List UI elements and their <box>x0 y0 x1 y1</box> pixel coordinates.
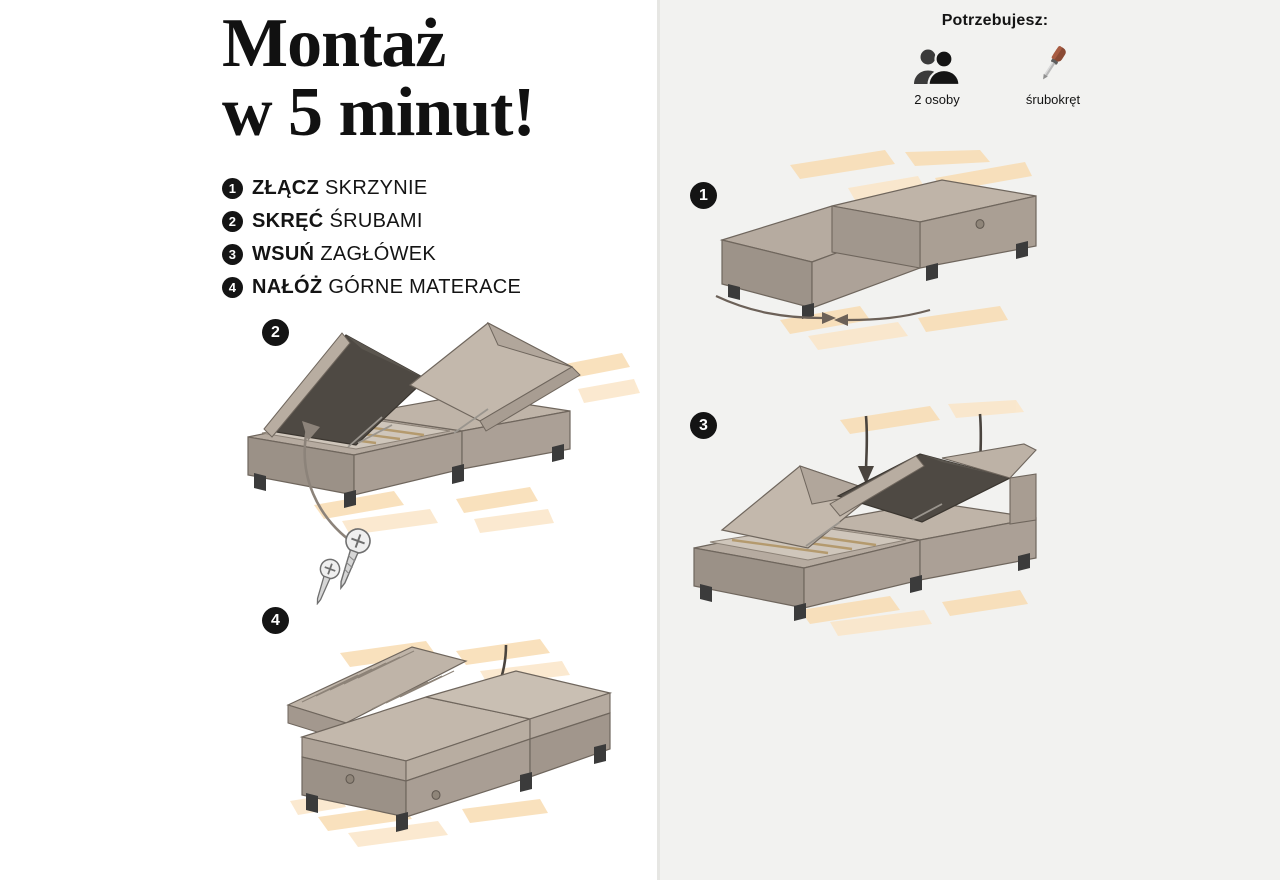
step-label-rest: ZAGŁÓWEK <box>320 243 437 265</box>
figure-badge-4: 4 <box>262 607 289 634</box>
requirement-item-tool <box>1013 42 1093 107</box>
requirements-items <box>880 42 1110 107</box>
step-label-rest: GÓRNE MATERACE <box>328 276 522 298</box>
figure-4-illustration <box>240 595 660 865</box>
figure-place-mattresses <box>240 595 660 865</box>
step-label-strong: ZŁĄCZ <box>252 177 320 199</box>
figure-1-illustration <box>680 150 1260 360</box>
page-title-line-2: w 5 minut! <box>222 73 535 151</box>
figure-insert-headboard <box>680 400 1260 650</box>
figure-2-illustration <box>230 305 650 605</box>
list-item <box>222 238 652 271</box>
requirements-block <box>880 12 1110 107</box>
figure-badge-3: 3 <box>690 412 717 439</box>
requirements-title: Potrzebujesz: <box>941 12 1049 29</box>
figure-badge-2: 2 <box>262 319 289 346</box>
screwdriver-icon <box>1013 42 1093 86</box>
step-number-badge: 1 <box>222 178 243 199</box>
requirement-label: śrubokręt <box>1025 92 1081 107</box>
screw-icons <box>308 526 373 605</box>
step-number-badge: 3 <box>222 244 243 265</box>
step-label-rest: ŚRUBAMI <box>329 210 423 232</box>
page-title <box>222 5 642 151</box>
figure-join-boxes <box>680 150 1260 360</box>
step-label-strong: NAŁÓŻ <box>252 276 323 298</box>
figure-badge-1: 1 <box>690 182 717 209</box>
list-item <box>222 205 652 238</box>
step-number-badge: 4 <box>222 277 243 298</box>
list-item <box>222 271 652 304</box>
two-people-icon <box>897 42 977 86</box>
list-item <box>222 172 652 205</box>
requirement-item-people <box>897 42 977 107</box>
requirement-label: 2 osoby <box>914 92 960 107</box>
step-label-strong: WSUŃ <box>252 243 315 265</box>
step-number-badge: 2 <box>222 211 243 232</box>
step-label-rest: SKRZYNIE <box>325 177 428 199</box>
steps-list <box>222 172 652 304</box>
page-title-line-1: Montaż <box>222 5 446 82</box>
figure-3-illustration <box>680 400 1260 650</box>
step-label-strong: SKRĘĆ <box>252 210 324 232</box>
figure-screw-together <box>230 305 650 605</box>
